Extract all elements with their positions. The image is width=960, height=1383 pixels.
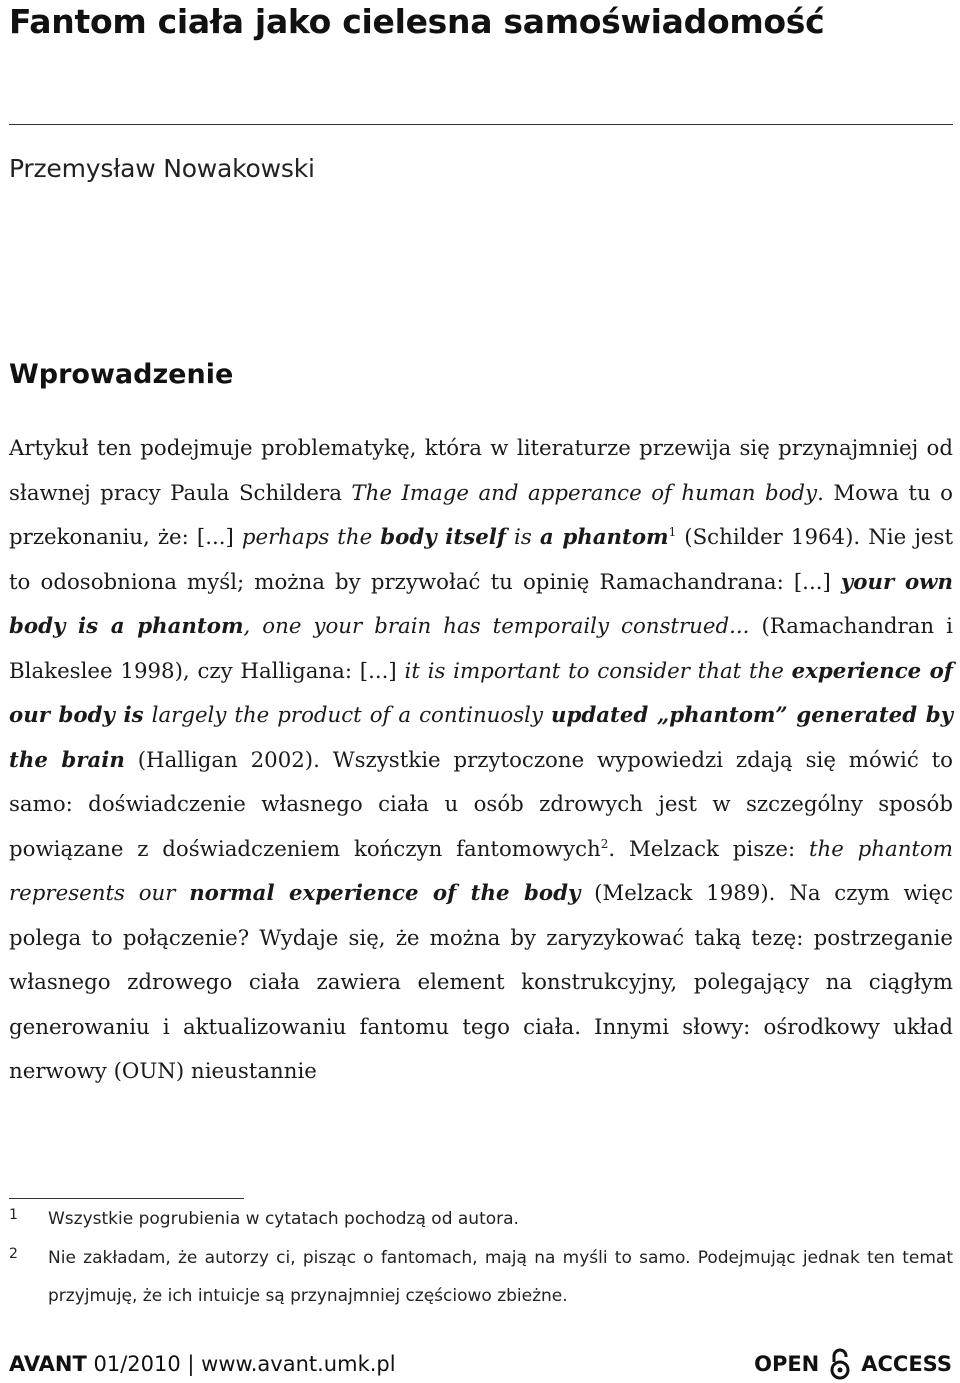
italic-quote: it is important to consider that the — [404, 658, 792, 684]
journal-name: AVANT — [9, 1352, 87, 1376]
access-label: ACCESS — [861, 1352, 952, 1376]
footnote-number: 2 — [9, 1246, 18, 1262]
open-label: OPEN — [754, 1352, 820, 1376]
italic-quote: largely the product of a continuosly — [143, 703, 551, 728]
footer-citation — [9, 1347, 396, 1381]
footnote-number: 1 — [9, 1207, 18, 1223]
emphasized-quote: a phantom — [539, 525, 669, 550]
body-paragraph — [9, 427, 953, 1095]
emphasized-quote: normal experience of the body — [189, 881, 581, 906]
emphasized-quote: body itself — [380, 525, 507, 550]
footnote-text: Wszystkie pogrubienia w cytatach pochodzą od autora. — [48, 1209, 519, 1229]
text-segment: (Schilder 1964). Nie jest to odosobniona myśl; można by przywołać tu opinię Ramachandrana: [...] — [9, 525, 954, 595]
open-access-badge — [754, 1347, 952, 1381]
emphasized-quote: updated „phantom” generated by the brain — [9, 703, 953, 773]
footnote-text: Nie zakładam, że autorzy ci, pisząc o fantomach, mają na myśli to samo. Podejmując jednak ten temat przyjmuję, że ich intuicje są przynajmniej częściowo zbieżne. — [48, 1248, 953, 1306]
author-name: Przemysław Nowakowski — [9, 154, 315, 183]
open-access-lock-icon — [829, 1348, 851, 1380]
italic-quote: is — [506, 525, 540, 550]
emphasized-quote: experience of our body is — [9, 658, 953, 728]
text-segment: (Melzack 1989). Na czym więc polega to połączenie? Wydaje się, że można by zaryzykować taką tezę: postrzeganie własnego zdrowego ciała zawiera element konstrukcyjny, polegający na ciągłym generowaniu i aktualizowaniu fantomu tego ciała. Innymi słowy: ośrodkowy układ nerwowy (OUN) nieustannie — [9, 881, 954, 1084]
footnote-ref: 1 — [668, 524, 677, 539]
italic-quote: perhaps the — [241, 525, 381, 550]
text-segment: (Ramachandran i Blakeslee 1998), czy Halligana: [...] — [9, 614, 953, 684]
footnote-2 — [9, 1239, 953, 1315]
text-segment: . Melzack pisze: — [608, 836, 809, 862]
italic-quote: , one your brain has temporaily construed... — [243, 614, 750, 639]
emphasized-quote: your own body is a phantom — [9, 569, 953, 639]
italic-quote: the phantom represents our — [9, 836, 953, 906]
footnote-ref: 2 — [600, 836, 609, 851]
footnote-1 — [9, 1200, 953, 1238]
footnote-divider — [9, 1198, 244, 1199]
text-segment: (Halligan 2002). Wszystkie przytoczone wypowiedzi zdają się mówić to samo: doświadczenie własnego ciała u osób zdrowych jest w szczególny sposób powiązane z doświadczeniem kończyn fantomowych — [9, 747, 953, 862]
title-divider — [9, 124, 953, 125]
text-segment: . Mowa tu o przekonaniu, że: [...] — [9, 480, 953, 550]
article-title: Fantom ciała jako cielesna samoświadomość — [9, 2, 825, 41]
italic-quote: The Image and apperance of human body — [351, 480, 818, 506]
text-segment: Artykuł ten podejmuje problematykę, która w literaturze przewija się przynajmniej od sławnej pracy Paula Schildera — [9, 436, 953, 506]
journal-issue-url: 01/2010 | www.avant.umk.pl — [86, 1352, 396, 1376]
section-heading: Wprowadzenie — [9, 359, 234, 390]
